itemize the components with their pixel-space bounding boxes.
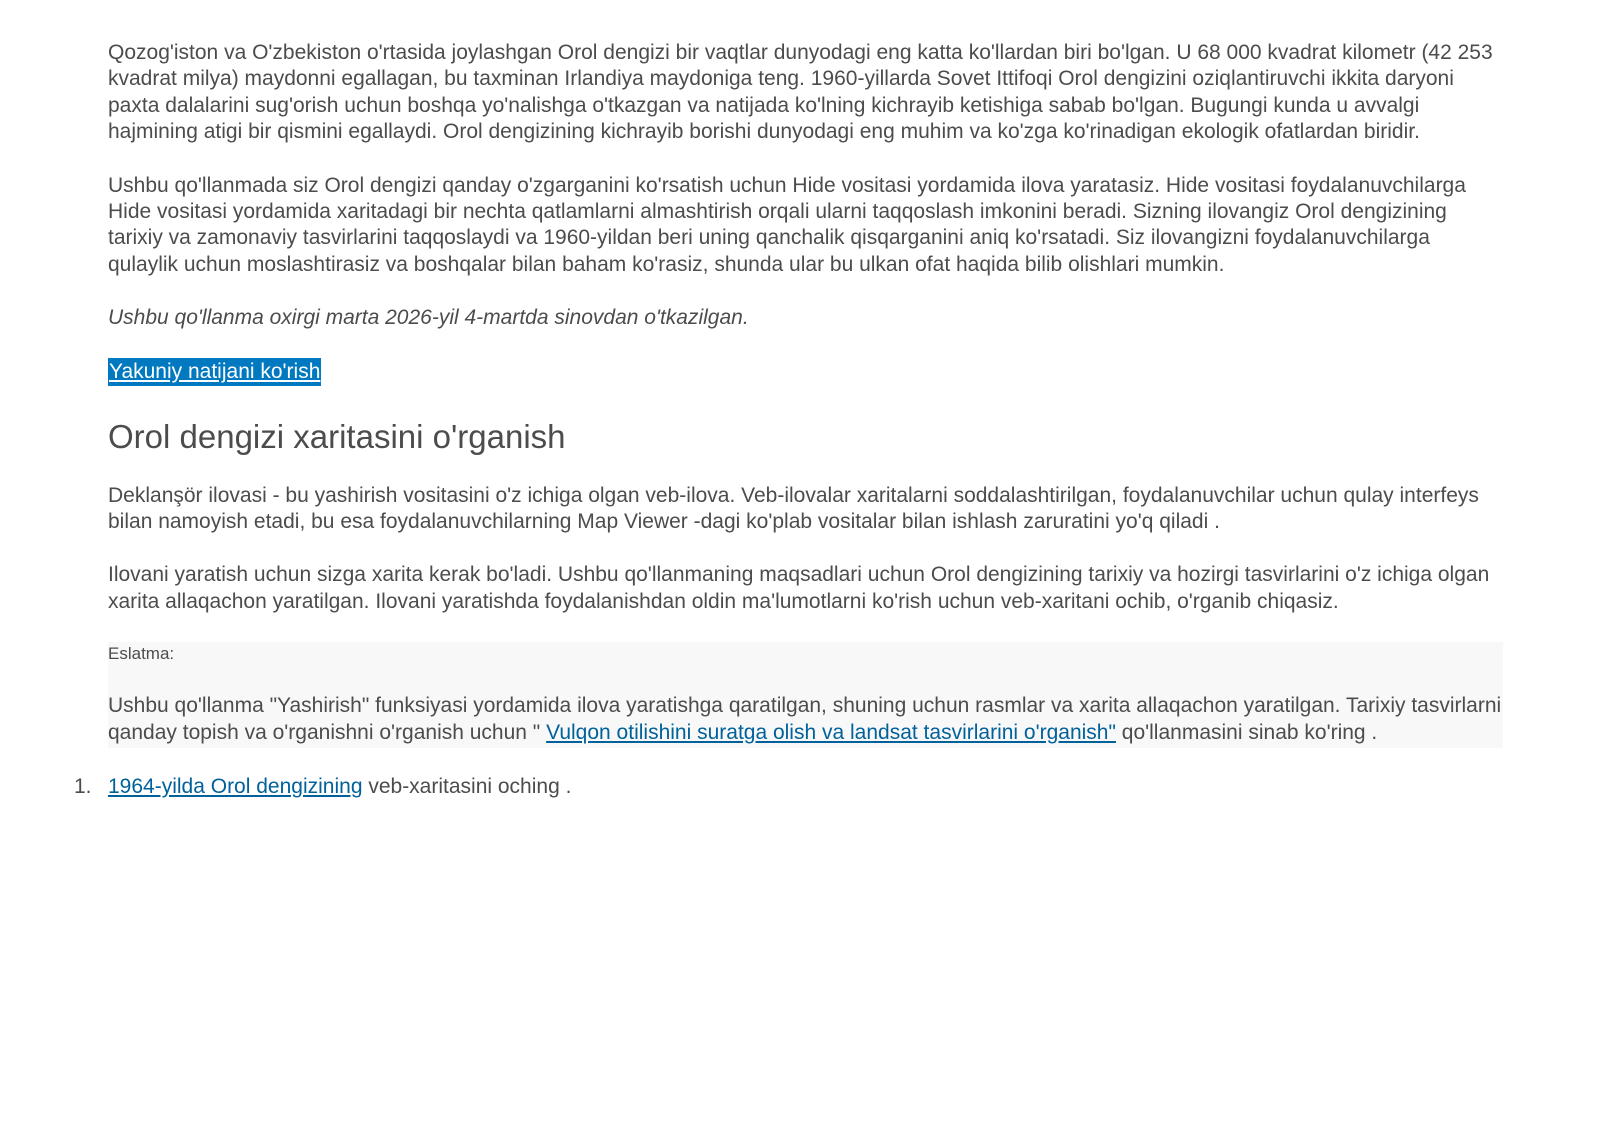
note-text (108, 693, 1503, 746)
article-content (74, 40, 1503, 801)
open-web-map-link[interactable]: 1964-yilda Orol dengizining (108, 775, 363, 799)
section-heading: Orol dengizi xaritasini o'rganish (108, 417, 566, 455)
step-text: veb-xaritasini oching . (362, 775, 572, 799)
last-tested-note: Ushbu qo'llanma oxirgi marta 2026-yil 4-martda sinovdan o'tkazilgan. (108, 306, 749, 330)
note-label: Eslatma: (108, 644, 175, 664)
intro-paragraph-2: Ushbu qo'llanmada siz Orol dengizi qanday o'zgarganini ko'rsatish uchun Hide vositasi yordamida ilova yaratasiz. Hide vositasi foydalanuvchilarga Hide vositasi yordamida xaritadagi bir nechta qatlamlarni almashtirish orqali ularni taqqoslash imkonini beradi. Sizning ilovangiz Orol dengizining tarixiy va zamonaviy tasvirlarini taqqoslaydi va 1960-yildan beri uning qanchalik qisqarganini aniq ko'rsatadi. Siz ilovangizni foydalanuvchilarga qulaylik uchun moslashtirasiz va boshqalar bilan baham ko'rasiz, shunda ular bu ulkan ofat haqida bilib olishlari mumkin. (108, 173, 1466, 276)
note-box (108, 642, 1503, 748)
note-text-after-link: qo'llanmasini sinab ko'ring . (1115, 720, 1378, 744)
step-number: 1. (74, 775, 92, 799)
steps-list (74, 774, 1503, 800)
view-final-result-link[interactable]: Yakuniy natijani ko'rish (108, 358, 321, 386)
note-text-before-link: Ushbu qo'llanma "Yashirish" funksiyasi yordamida ilova yaratishga qaratilgan, shuning uchun rasmlar va xarita allaqachon yaratilgan. Tarixiy tasvirlarni qanday topish va o'rganishni o'rganish uchun " (108, 694, 1502, 744)
intro-paragraph-1: Qozog'iston va O'zbekiston o'rtasida joylashgan Orol dengizi bir vaqtlar dunyodagi eng katta ko'llardan biri bo'lgan. U 68 000 kvadrat kilometr (42 253 kvadrat milya) maydonni egallagan, bu taxminan Irlandiya maydoniga teng. 1960-yillarda Sovet Ittifoqi Orol dengizini oziqlantiruvchi ikkita daryoni paxta dalalarini sug'orish uchun boshqa yo'nalishga o'tkazgan va natijada ko'lning kichrayib ketishiga sabab bo'lgan. Bugungi kunda u avvalgi hajmining atigi bir qismini egallaydi. Orol dengizining kichrayib borishi dunyodagi eng muhim va ko'zga ko'rinadigan ekologik ofatlardan biridir. (108, 41, 1493, 144)
final-result-wrapper (108, 358, 1503, 388)
list-item (74, 774, 1503, 800)
section-paragraph-1: Deklanşör ilovasi - bu yashirish vositasini o'z ichiga olgan veb-ilova. Veb-ilovalar xaritalarni soddalashtirilgan, foydalanuvchilar uchun qulay interfeys bilan namoyish etadi, bu esa foydalanuvchilarning Map Viewer -dagi ko'plab vositalar bilan ishlash zaruratini yo'q qiladi . (108, 483, 1479, 534)
related-tutorial-link[interactable]: Vulqon otilishini suratga olish va landsat tasvirlarini o'rganish" (546, 720, 1116, 744)
section-paragraph-2: Ilovani yaratish uchun sizga xarita kerak bo'ladi. Ushbu qo'llanmaning maqsadlari uchun Orol dengizining tarixiy va hozirgi tasvirlarini o'z ichiga olgan xarita allaqachon yaratilgan. Ilovani yaratishda foydalanishdan oldin ma'lumotlarni ko'rish uchun veb-xaritani ochib, o'rganib chiqasiz. (108, 563, 1490, 613)
